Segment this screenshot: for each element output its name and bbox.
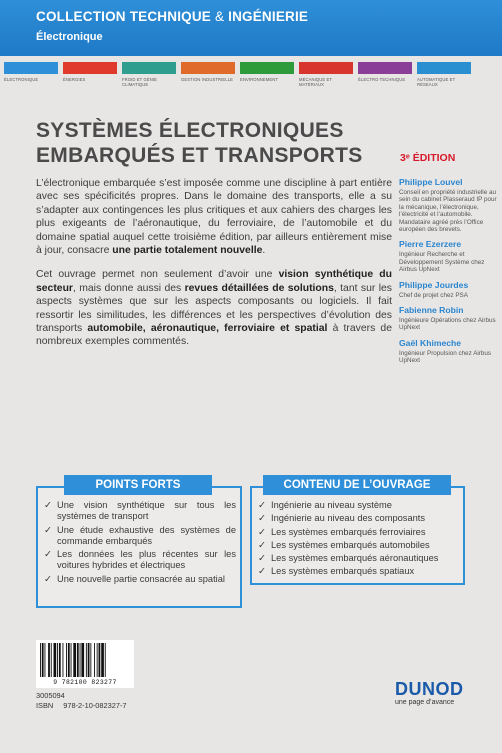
isbn: ISBN 978-2-10-082327-7	[36, 701, 127, 710]
barcode-bar	[57, 643, 58, 677]
author-name: Pierre Ezerzere	[399, 239, 462, 250]
list-item: ✓ Les systèmes embarqués aéronautiques	[258, 553, 439, 565]
category-froid: FROID ET GÉNIE CLIMATIQUE	[122, 62, 176, 87]
checkmark-icon: ✓	[44, 549, 52, 561]
edition-label: 3ᵉ ÉDITION	[400, 152, 456, 164]
barcode-bar	[77, 643, 79, 677]
barcode-bar	[73, 643, 76, 677]
checkmark-icon: ✓	[258, 553, 266, 565]
book-title: SYSTÈMES ÉLECTRONIQUES EMBARQUÉS ET TRANSPORTS	[36, 119, 363, 167]
reference-number: 3005094	[36, 691, 65, 700]
barcode-bar	[97, 643, 98, 677]
author-name: Philippe Louvel	[399, 177, 463, 187]
author-name: Fabienne Robin	[399, 305, 464, 316]
list-item: ✓ Une vision synthétique sur tous les systèmes de transport	[44, 500, 236, 522]
list-item: ✓ Une nouvelle partie consacrée au spatial	[44, 573, 225, 585]
barcode	[36, 640, 134, 688]
author-name: Gaël Khimeche	[399, 337, 462, 348]
checkmark-icon: ✓	[258, 539, 266, 551]
category-energies: ÉNERGIES	[63, 62, 117, 82]
category-mecanique: MÉCANIQUE ET MATÉRIAUX	[299, 62, 353, 87]
category-gestion: GESTION INDUSTRIELLE	[181, 62, 235, 82]
points-forts-list	[44, 500, 236, 587]
barcode-bar	[59, 643, 61, 677]
barcode-bar	[66, 643, 67, 677]
category-color-bar	[299, 62, 353, 74]
publisher-logo	[395, 679, 475, 706]
category-color-bar	[181, 62, 235, 74]
list-item: ✓ Une étude exhaustive des systèmes de commande embarqués	[44, 524, 236, 546]
barcode-bar	[42, 643, 44, 677]
category-color-bar	[63, 62, 117, 74]
collection-domain: Électronique	[36, 31, 103, 43]
contenu-heading: CONTENU DE L’OUVRAGE	[263, 475, 451, 495]
author-description: Ingénieure Opérations chez Airbus UpNext	[399, 317, 496, 332]
author-entry	[399, 177, 499, 233]
checkmark-icon: ✓	[44, 573, 52, 585]
barcode-bar	[99, 643, 101, 677]
list-item: ✓ Les systèmes embarqués ferroviaires	[258, 526, 426, 538]
category-electronique: ÉLECTRONIQUE	[4, 62, 58, 82]
category-color-bar	[358, 62, 412, 74]
checkmark-icon: ✓	[44, 524, 52, 536]
barcode-bar	[81, 643, 84, 677]
author-name: Philippe Jourdes	[399, 279, 469, 290]
list-item: ✓ Ingénierie au niveau des composants	[258, 513, 426, 525]
list-item: ✓ Les données les plus récentes sur les voitures hybrides et électriques	[44, 549, 236, 571]
checkmark-icon: ✓	[258, 513, 266, 525]
barcode-bar	[90, 643, 91, 677]
category-color-bar	[122, 62, 176, 74]
barcode-bar	[63, 643, 64, 677]
barcode-bar	[71, 643, 72, 677]
author-description: Conseil en propriété industrielle au sein du cabinet Plasseraud IP pour la mécanique, l’électronique, l’électricité et l’automobile. Mandataire agréé près l’Office européen des brevets.	[399, 189, 497, 234]
author-description: Ingénieur Propulsion chez Airbus UpNext	[399, 349, 492, 365]
barcode-bar	[105, 643, 106, 677]
category-color-bar	[4, 62, 58, 74]
description-paragraph-1: L’électronique embarquée s’est imposée comme une discipline à part entière avec ses spécificités propres. Dans le domaine des transports, elle a su s’adapter aux contingences les plus critiques et aux cahiers des charges les plus exigeants de l’aéronautique, du ferroviaire, de l’automobile et du domaine spatial auquel cette troisième édition, par ailleurs entièrement mise à jour, consacre une partie totalement nouvelle.	[36, 178, 392, 257]
barcode-bar	[45, 643, 46, 677]
points-forts-heading: POINTS FORTS	[64, 475, 212, 495]
category-color-bar	[240, 62, 294, 74]
author-description: Chef de projet chez PSA	[399, 291, 468, 299]
category-environnement: ENVIRONNEMENT	[240, 62, 294, 82]
collection-header	[0, 0, 502, 56]
barcode-bar	[54, 643, 57, 677]
author-entry	[399, 280, 499, 299]
barcode-bar	[101, 643, 104, 677]
category-strip	[0, 62, 502, 96]
barcode-bar	[94, 643, 95, 677]
author-description: Ingénieur Recherche et Développement Système chez Airbus UpNext	[399, 251, 485, 274]
barcode-bar	[80, 643, 81, 677]
barcode-bar	[51, 643, 52, 677]
barcode-bar	[40, 643, 41, 677]
description-paragraph-2: Cet ouvrage permet non seulement d’avoir une vision synthétique du secteur, mais donne aussi des revues détaillées de solutions, tant sur les aspects systèmes que sur les aspects composants ou logiciels. Il fait ressortir les similitudes, les différences et les perspectives d’évolution des transports automobile, aéronautique, ferroviaire et spatial à travers de nombreux exemples commentés.	[36, 269, 392, 348]
category-electrotechnique: ÉLECTRO TECHNIQUE	[358, 62, 412, 82]
publisher-name: DUNOD	[395, 679, 464, 699]
category-color-bar	[417, 62, 471, 74]
author-entry	[399, 305, 499, 332]
barcode-bars	[40, 643, 130, 677]
contenu-list	[258, 500, 460, 580]
author-entry	[399, 239, 499, 273]
barcode-bar	[88, 643, 90, 677]
barcode-bar	[86, 643, 87, 677]
collection-title: COLLECTION TECHNIQUE & INGÉNIERIE	[36, 9, 309, 24]
description	[36, 177, 392, 360]
barcode-digits: 9 782100 823277	[53, 679, 117, 686]
barcode-bar	[68, 643, 70, 677]
list-item: ✓ Les systèmes embarqués spatiaux	[258, 566, 415, 578]
list-item: ✓ Ingénierie au niveau système	[258, 500, 392, 511]
category-automatique: AUTOMATIQUE ET RÉSEAUX	[417, 62, 471, 87]
publisher-tagline: une page d’avance	[395, 699, 455, 706]
barcode-bar	[48, 643, 50, 677]
authors-column	[399, 177, 499, 371]
checkmark-icon: ✓	[258, 526, 266, 538]
checkmark-icon: ✓	[44, 500, 52, 511]
author-entry	[399, 338, 499, 365]
list-item: ✓ Les systèmes embarqués automobiles	[258, 539, 430, 551]
checkmark-icon: ✓	[258, 566, 266, 578]
checkmark-icon: ✓	[258, 500, 266, 511]
